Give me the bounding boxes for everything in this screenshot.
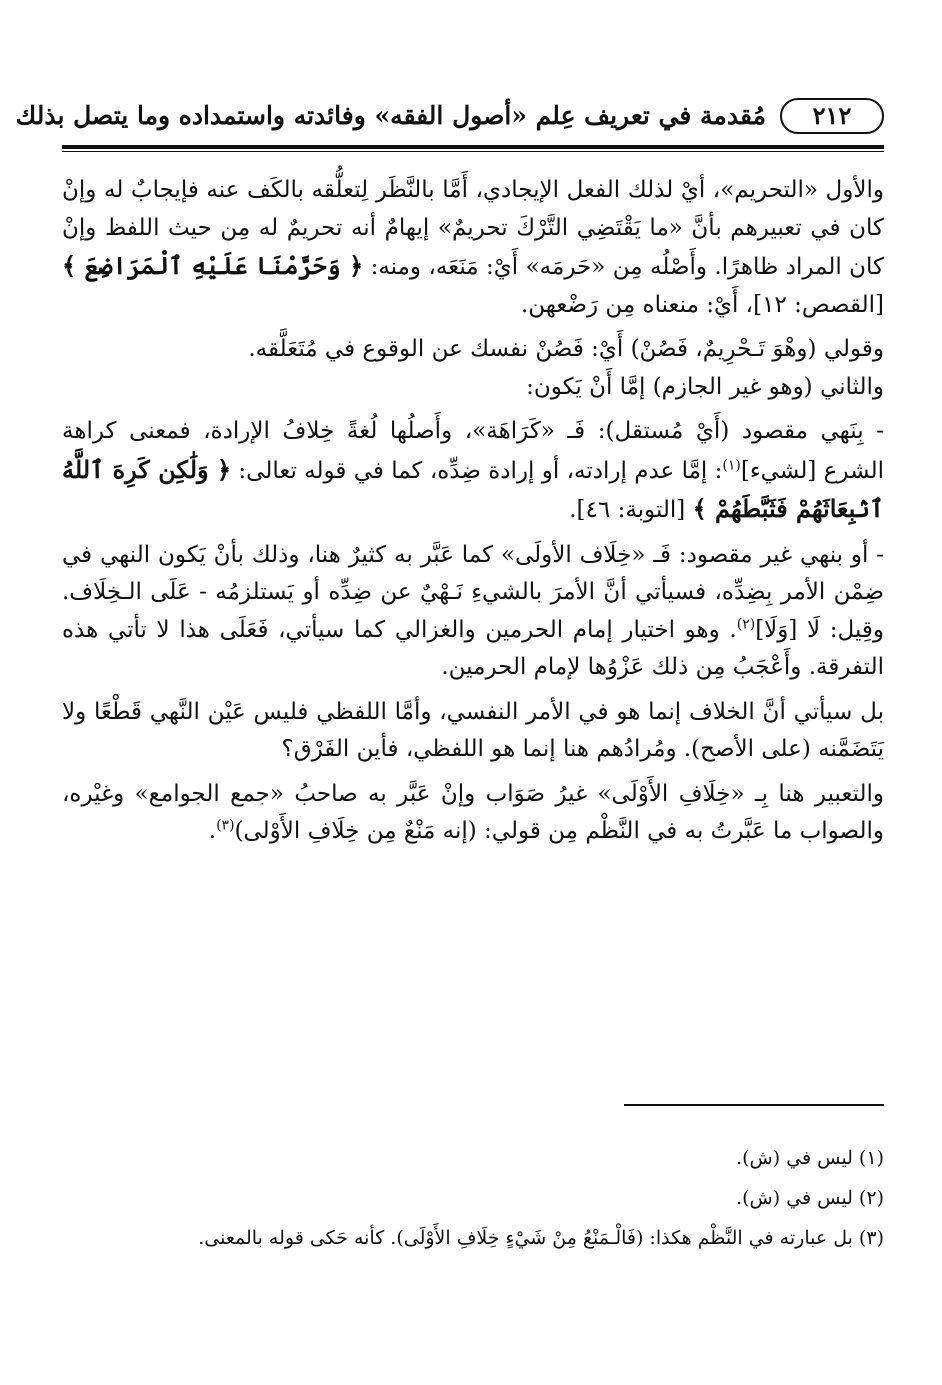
text-segment: - بِنَهي مقصود (أَيْ مُستقل): فَـ «كَرَاهَة»، وأَصلُها لُغةً خِلافُ الإرادة، فمعنى كراهة الشرع [لشيء] — [62, 418, 885, 484]
text-segment: : إمَّا عدم إرادته، أو إرادة ضِدِّه، كما في قوله تعالى: — [231, 457, 723, 484]
quran-verse: ﴿ وَلَٰكِن كَرِهَ ٱللَّهُ ٱنۢبِعَاثَهُمْ فَثَبَّطَهُمْ ﴾ — [62, 454, 884, 523]
footnotes — [62, 1138, 884, 1258]
footnote-marker: (٣) — [216, 817, 235, 834]
running-title: مُقدمة في تعريف عِلم «أصول الفقه» وفائدته واستمداده وما يتصل بذلك — [15, 101, 766, 130]
footnote-marker: (١) — [722, 456, 741, 473]
text-segment: والأول «التحريم»، أيْ لذلك الفعل الإيجادي، أَمَّا بالنَّظَر لِتعلُّقه بالكَف عنه فإيجابٌ له وإنْ كان في تعبيرهم بأنَّ «ما يَقْتَضِي التَّرْكَ تحريمٌ» إيهامٌ أنه تحريمٌ له مِن حيث اللفظ وإنْ كان المراد ظاهرًا. وأَصْلُه مِن «حَرمَه» أَيْ: مَنَعَه، ومنه: — [62, 177, 885, 280]
running-header — [15, 92, 884, 142]
paragraph — [62, 776, 884, 851]
paragraph — [62, 172, 884, 324]
footnote-marker: (٢) — [736, 615, 756, 632]
paragraph — [62, 331, 884, 369]
text-segment: بل سيأتي أنَّ الخلاف إنما هو في الأمر النفسي، وأمَّا اللفظي فليس عَيْن النَّهي قَطْعًا ولا يَتَضَمَّنه (على الأصح). ومُرادُهم هنا إنما هو اللفظي، فأين الفَرْق؟ — [62, 698, 884, 762]
footnote: (٣) بل عبارته في النَّظْم هكذا: (فَالْـمَنْعُ مِنْ شَيْءٍ خِلَافِ الأَوْلَى). كأنه حَكى قوله بالمعنى. — [198, 1227, 884, 1249]
text-segment: . — [208, 818, 217, 844]
footnote-separator — [624, 1104, 884, 1106]
header-rule-thin — [62, 151, 884, 152]
text-segment: . وهو اختيار إمام الحرمين والغزالي كما سيأتي، فَعَلَى هذا لا تأتي هذه التفرقة. وأَعْجَبُ مِن ذلك عَزْوُها لإمام الحرمين. — [62, 616, 884, 680]
text-segment: والثاني (وهو غير الجازم) إمَّا أَنْ يَكون: — [526, 373, 884, 400]
footnote: (١) ليس في (ش). — [736, 1147, 884, 1169]
header-rule-thick — [62, 145, 884, 149]
quran-verse: ﴿ وَحَرَّمْنَا عَلَيْهِ ٱلْمَرَاضِعَ ﴾ — [62, 251, 364, 280]
paragraph — [62, 537, 884, 687]
paragraph — [62, 694, 884, 769]
text-segment: وقولي (وهْوَ تَـحْرِيمٌ، فَصُنْ) أَيْ: فَصُنْ نفسك عن الوقوع في مُتَعَلَّقه. — [248, 336, 884, 362]
text-segment: - أو بنهي غير مقصود: فَـ «خِلَاف الأولَى» كما عَبَّر به كثيرٌ هنا، وذلك بأنْ يَكون النهي في ضِمْن الأمر بِضِدِّه، فسيأتي أنَّ الأمرَ بالشيءِ نَـهْيٌ عن ضِدِّه أو يَستلزمُه - عَلَى الـخِلَاف. وقِيل: لَا [وَلَا] — [62, 541, 884, 643]
footnote: (٢) ليس في (ش). — [736, 1187, 884, 1209]
text-segment: [القصص: ١٢]، أَيْ: منعناه مِن رَضْعهن. — [520, 291, 884, 318]
paragraph — [62, 369, 884, 407]
text-segment: [التوبة: ٤٦]. — [569, 497, 693, 523]
page-number: ٢١٢ — [780, 98, 884, 134]
paragraph — [62, 413, 884, 530]
text-segment: والتعبير هنا بِـ «خِلَافِ الأَوْلَى» غيرُ صَوَاب وإنْ عَبَّر به صاحبُ «جمع الجوامع» وغيْره، والصواب ما عَبَّرتُ به في النَّظْم مِن قولي: (إنه مَنْعٌ مِن خِلَافِ الأَوْلى) — [62, 780, 884, 844]
body-text — [62, 172, 884, 851]
